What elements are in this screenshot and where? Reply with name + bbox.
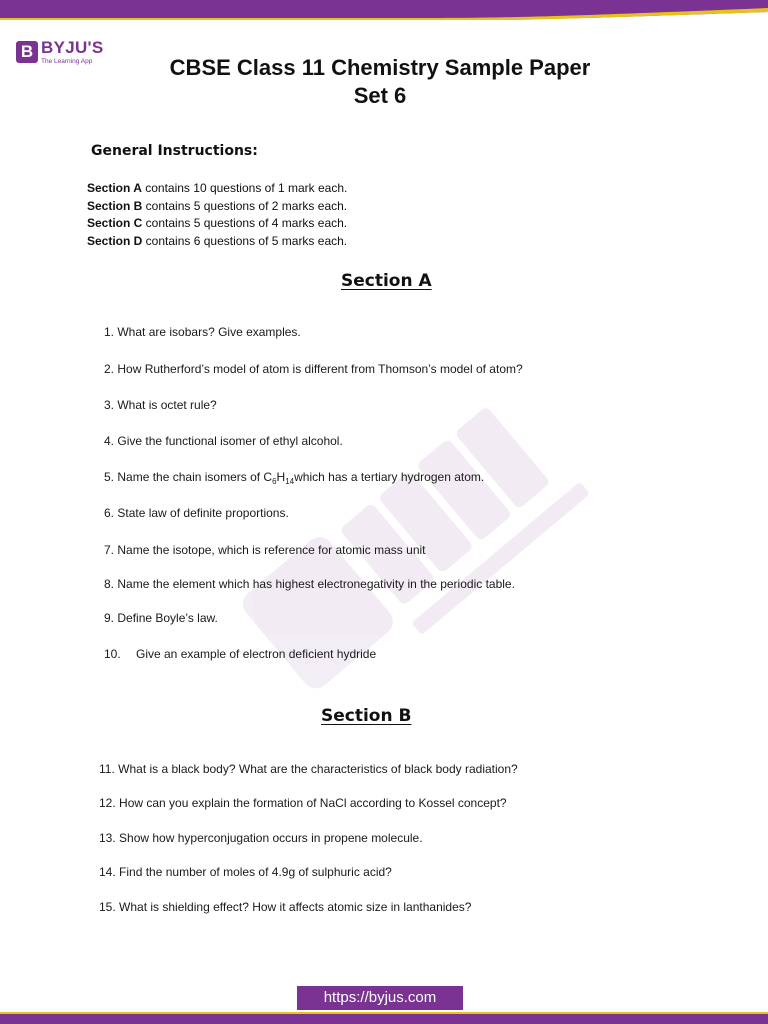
question-text: What is a black body? What are the characteristics of black body radiation? (118, 762, 518, 776)
question-item (99, 900, 471, 914)
instruction-text: contains 5 questions of 4 marks each. (142, 216, 348, 230)
instruction-item (87, 233, 347, 251)
logo-mark: B (16, 41, 38, 63)
question-text: Name the element which has highest electronegativity in the periodic table. (117, 577, 515, 591)
question-text: Give an example of electron deficient hydride (136, 647, 377, 661)
instruction-text: contains 10 questions of 1 mark each. (141, 181, 348, 195)
instructions-list (87, 180, 347, 250)
instruction-section: Section C (87, 216, 143, 230)
question-text: Name the chain isomers of C (117, 470, 273, 484)
question-text: How Rutherford’s model of atom is different from Thomson’s model of atom? (117, 362, 523, 376)
question-text: How can you explain the formation of NaCl according to Kossel concept? (119, 796, 507, 810)
instruction-section: Section D (87, 233, 143, 248)
question-item (104, 362, 523, 376)
question-text: Show how hyperconjugation occurs in propene molecule. (119, 831, 423, 845)
question-item (104, 647, 376, 661)
question-text: Define Boyle’s law. (117, 611, 218, 625)
instruction-text: contains 5 questions of 2 marks each. (142, 198, 348, 213)
formula-subscript: 14 (285, 477, 295, 486)
section-b-heading: Section B (321, 706, 412, 726)
question-number: 15. (99, 900, 116, 914)
instruction-item (87, 180, 347, 198)
question-number: 4. (104, 434, 115, 448)
question-number: 9. (104, 611, 115, 625)
formula-element: H (276, 470, 286, 484)
question-item (104, 434, 343, 448)
instruction-section: Section B (87, 198, 143, 213)
website-link[interactable]: https://byjus.com (297, 986, 463, 1010)
question-number: 6. (104, 506, 115, 520)
question-number: 11. (99, 762, 115, 776)
question-text: What is shielding effect? How it affects atomic size in lanthanides? (119, 900, 472, 914)
question-item (104, 398, 217, 412)
question-item (104, 470, 484, 486)
question-item (99, 762, 518, 776)
section-a-heading: Section A (341, 271, 432, 291)
instruction-section: Section A (87, 181, 142, 195)
instruction-item (87, 215, 347, 233)
question-item (104, 506, 289, 520)
question-number: 7. (104, 543, 115, 557)
top-banner (0, 0, 768, 20)
question-text: State law of definite proportions. (117, 506, 289, 520)
title-line-2: Set 6 (353, 83, 407, 108)
question-number: 1. (104, 325, 115, 339)
question-number: 2. (104, 362, 115, 376)
question-number: 3. (104, 398, 115, 412)
question-text: Give the functional isomer of ethyl alcohol. (117, 434, 343, 448)
question-text: which has a tertiary hydrogen atom. (294, 470, 485, 484)
brand-name: BYJU'S (41, 38, 104, 57)
brand-watermark (200, 330, 640, 750)
question-text: Name the isotope, which is reference for atomic mass unit (117, 543, 426, 557)
brand-tagline: The Learning App (41, 58, 93, 65)
question-number: 5. (104, 470, 115, 484)
instruction-text: contains 6 questions of 5 marks each. (142, 233, 348, 248)
question-number: 13. (99, 831, 116, 845)
question-item (104, 577, 515, 591)
instructions-heading: General Instructions: (91, 143, 258, 159)
question-item (99, 831, 423, 845)
brand-logo[interactable] (16, 38, 106, 72)
question-number: 8. (104, 577, 115, 591)
question-text: What are isobars? Give examples. (117, 325, 301, 339)
question-item (104, 543, 426, 557)
question-item (104, 325, 301, 339)
question-number: 10. (104, 647, 121, 661)
page-title (120, 54, 640, 110)
question-number: 12. (99, 796, 116, 810)
question-item (99, 865, 392, 879)
question-item (104, 611, 218, 625)
question-text: What is octet rule? (117, 398, 217, 412)
question-item (99, 796, 507, 810)
question-number: 14. (99, 865, 116, 879)
bottom-banner (0, 1012, 768, 1024)
formula-subscript: 6 (272, 477, 277, 486)
question-text: Find the number of moles of 4.9g of sulphuric acid? (119, 865, 392, 879)
instruction-item (87, 198, 347, 216)
title-line-1: CBSE Class 11 Chemistry Sample Paper (169, 55, 591, 80)
